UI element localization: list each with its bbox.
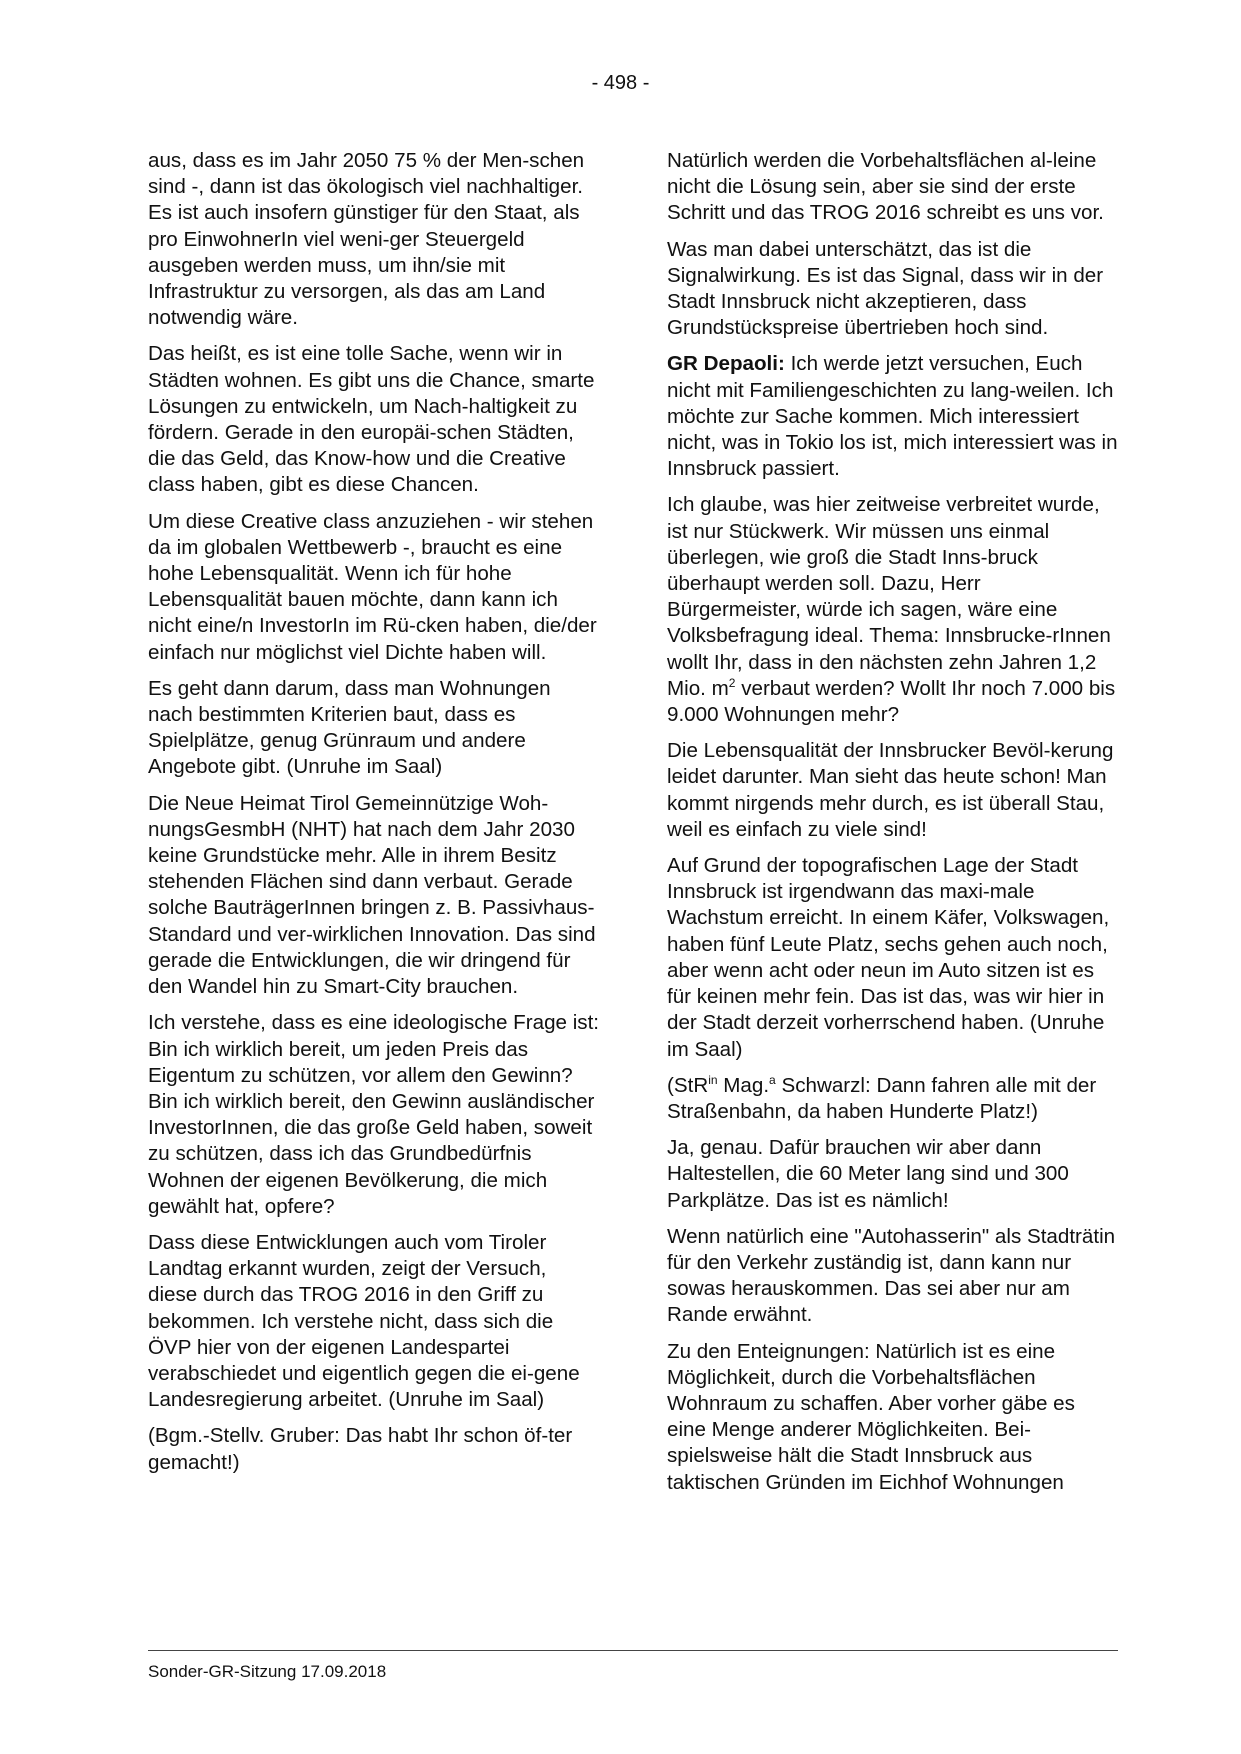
paragraph: Wenn natürlich eine "Autohasserin" als Stadträtin für den Verkehr zuständig ist, dann kann nur sowas herauskommen. Das sei aber nur am Rande erwähnt. <box>667 1224 1116 1327</box>
paragraph: Das heißt, es ist eine tolle Sache, wenn wir in Städten wohnen. Es gibt uns die Chance, smarte Lösungen zu entwickeln, um Nach-haltigkeit zu fördern. Gerade in den europäi-schen Städten, die das Geld, das Know-how und die Creative class haben, gibt es diese Chancen. <box>148 342 595 497</box>
paragraph: Was man dabei unterschätzt, das ist die Signalwirkung. Es ist das Signal, dass wir in der Stadt Innsbruck nicht akzeptieren, dass Grundstückspreise übertrieben hoch sind. <box>667 237 1104 340</box>
superscript: in <box>708 1072 718 1087</box>
paragraph <box>667 351 1119 482</box>
paragraph: Die Lebensqualität der Innsbrucker Bevöl-kerung leidet darunter. Man sieht das heute schon! Man kommt nirgends mehr durch, es ist überall Stau, weil es einfach zu viele sind! <box>667 739 1114 841</box>
superscript: a <box>769 1072 776 1087</box>
text-segment: (StR <box>667 1073 709 1097</box>
paragraph: Ich verstehe, dass es eine ideologische Frage ist: Bin ich wirklich bereit, um jeden Preis das Eigentum zu schützen, vor allem den Gewinn? Bin ich wirklich bereit, den Gewinn ausländischer InvestorInnen, die das große Geld haben, soweit zu schützen, dass ich das Grundbedürfnis Wohnen der eigenen Bevölkerung, die mich gewählt hat, opfere? <box>148 1011 600 1218</box>
text-segment: Schwarzl: Dann fahren alle mit der Straßenbahn, da haben Hunderte Platz!) <box>667 1073 1097 1123</box>
footer-divider <box>148 1650 1118 1651</box>
superscript: 2 <box>728 676 736 690</box>
paragraph: Zu den Enteignungen: Natürlich ist es eine Möglichkeit, durch die Vorbehaltsflächen Wohnraum zu schaffen. Aber vorher gäbe es eine Menge anderer Möglichkeiten. Bei-spielsweise hält die Stadt Innsbruck aus taktischen Gründen im Eichhof Wohnungen <box>667 1339 1075 1494</box>
paragraph: Um diese Creative class anzuziehen - wir stehen da im globalen Wettbewerb -, braucht es eine hohe Lebensqualität. Wenn ich für hohe Lebensqualität bauen möchte, dann kann ich nicht eine/n InvestorIn im Rü-cken haben, die/der einfach nur möglichst viel Dichte haben will. <box>148 509 597 664</box>
paragraph <box>667 492 1119 728</box>
paragraph: Ja, genau. Dafür brauchen wir aber dann Haltestellen, die 60 Meter lang sind und 300 Parkplätze. Das ist es nämlich! <box>667 1136 1069 1212</box>
paragraph: Die Neue Heimat Tirol Gemeinnützige Woh-nungsGesmbH (NHT) hat nach dem Jahr 2030 keine Grundstücke mehr. Alle in ihrem Besitz stehenden Flächen sind dann verbaut. Gerade solche BauträgerInnen bringen z. B. Passivhaus-Standard und ver-wirklichen Innovation. Das sind gerade die Entwicklungen, die wir dringend für den Wandel hin zu Smart-City brauchen. <box>148 791 596 999</box>
footer-session-label: Sonder-GR-Sitzung 17.09.2018 <box>148 1662 387 1681</box>
left-column <box>148 148 600 1486</box>
text-segment: Mag. <box>717 1073 770 1097</box>
page-number: - 498 - <box>591 72 650 94</box>
speaker-name: GR Depaoli: <box>667 352 785 376</box>
text-segment: verbaut werden? Wollt Ihr noch 7.000 bis 9.000 Wohnungen mehr? <box>667 676 1116 727</box>
paragraph <box>667 1073 1119 1125</box>
paragraph: Auf Grund der topografischen Lage der Stadt Innsbruck ist irgendwann das maxi-male Wachstum erreicht. In einem Käfer, Volkswagen, haben fünf Leute Platz, sechs gehen auch noch, aber wenn acht oder neun im Auto sitzen ist es für keinen mehr fein. Das ist das, was wir hier in der Stadt derzeit vorherrschend haben. (Unruhe im Saal) <box>667 854 1110 1061</box>
paragraph: Es geht dann darum, dass man Wohnungen nach bestimmten Kriterien baut, dass es Spielplätze, genug Grünraum und andere Angebote gibt. (Unruhe im Saal) <box>148 676 551 779</box>
paragraph: (Bgm.-Stellv. Gruber: Das habt Ihr schon öf-ter gemacht!) <box>148 1424 573 1474</box>
speech-text: Ich werde jetzt versuchen, Euch nicht mit Familiengeschichten zu lang-weilen. Ich möchte zur Sache kommen. Mich interessiert nicht, was in Tokio los ist, mich interessiert was in Innsbruck passiert. <box>667 352 1118 481</box>
text-segment: Ich glaube, was hier zeitweise verbreitet wurde, ist nur Stückwerk. Wir müssen uns einmal überlegen, wie groß die Stadt Inns-bruck überhaupt werden soll. Dazu, Herr Bürgermeister, würde ich sagen, wäre eine Volksbefragung ideal. Thema: Innsbrucke-rInnen wollt Ihr, dass in den nächsten zehn Jahren 1,2 Mio. m <box>667 493 1111 700</box>
paragraph: Dass diese Entwicklungen auch vom Tiroler Landtag erkannt wurden, zeigt der Versuch, diese durch das TROG 2016 in den Griff zu bekommen. Ich verstehe nicht, dass sich die ÖVP hier von der eigenen Landespartei verabschiedet und eigentlich gegen die ei-gene Landesregierung arbeitet. (Unruhe im Saal) <box>148 1230 580 1412</box>
paragraph: aus, dass es im Jahr 2050 75 % der Men-schen sind -, dann ist das ökologisch viel nachhaltiger. Es ist auch insofern günstiger für den Staat, als pro EinwohnerIn viel weni-ger Steuergeld ausgeben werden muss, um ihn/sie mit Infrastruktur zu versorgen, als das am Land notwendig wäre. <box>148 149 585 330</box>
right-column <box>667 148 1119 1506</box>
paragraph: Natürlich werden die Vorbehaltsflächen al-leine nicht die Lösung sein, aber sie sind der erste Schritt und das TROG 2016 schreibt es uns vor. <box>667 149 1104 225</box>
